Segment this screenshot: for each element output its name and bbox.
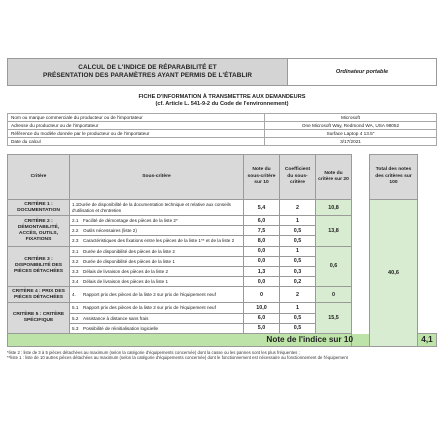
- info-row: [8, 122, 437, 130]
- subcriterion-label: [70, 323, 244, 333]
- total-score: 40,6: [370, 200, 418, 347]
- info-row: [8, 130, 437, 138]
- sheet-title-line-2: (cf. Article L. 541-9-2 du Code de l'environnement): [155, 101, 289, 107]
- subcriterion-index: 3.3: [72, 269, 79, 275]
- criterion-name: CRITÈRE 2 : DÉMONTABILITÉ, ACCÈS, OUTILS, FIXATIONS: [8, 216, 70, 247]
- subcriterion-coef: 0,5: [280, 226, 316, 236]
- col-score20: Note du critère sur 20: [316, 155, 352, 200]
- footnote: *liste 2 : liste de 3 à 5 pièces détachées au maximum (selon la catégorie d'équipements concernée) dont la casse ou les pannes sont les plus fréquentes ;: [7, 349, 300, 355]
- subcriterion-index: 2.2: [72, 228, 79, 234]
- subcriterion-coef: 0,5: [280, 313, 316, 323]
- subcriterion-text: Facilité de démontage des pièces de la liste 2*: [83, 218, 178, 224]
- subcriterion-label: [70, 200, 244, 216]
- col-criteria: Critère: [8, 155, 70, 200]
- spacer-cell: [352, 200, 370, 347]
- info-value: Microsoft: [265, 114, 437, 122]
- subcriterion-score: 6,0: [244, 313, 280, 323]
- criterion-name: CRITÈRE 3 : DISPONIBILITÉ DES PIÈCES DÉTACHÉES: [8, 246, 70, 287]
- criterion-score: 10,8: [316, 200, 352, 216]
- criterion-score: 0: [316, 287, 352, 303]
- subcriterion-coef: 0,2: [280, 277, 316, 287]
- subcriterion-coef: 0,5: [280, 236, 316, 246]
- subcriterion-index: 3.4: [72, 279, 79, 285]
- subcriterion-score: 5,4: [244, 200, 280, 216]
- info-value: One Microsoft Way, Redmond WA, USA 98052: [265, 122, 437, 130]
- criterion-score: 0,6: [316, 246, 352, 287]
- subcriterion-score: 0: [244, 287, 280, 303]
- subcriterion-index: 3.2: [72, 258, 79, 264]
- final-index-label: Note de l'indice sur 10: [8, 333, 370, 346]
- subcriterion-coef: 1: [280, 303, 316, 313]
- subcriterion-index: 5.2: [72, 315, 79, 321]
- subcriterion-text: Caractéristiques des fixations entre les pièces de la liste 1** et de la liste 2: [83, 238, 235, 244]
- subcriterion-index: 2.3: [72, 238, 79, 244]
- subcriterion-label: [70, 226, 244, 236]
- col-coef: Coefficient du sous-critère: [280, 155, 316, 200]
- sheet-title: [7, 94, 437, 108]
- score-table-header: [8, 155, 437, 200]
- subcriterion-label: [70, 303, 244, 313]
- footnotes: [7, 350, 437, 361]
- subcriterion-text: Outils nécessaires (liste 2): [83, 228, 137, 234]
- subcriterion-index: 3.1: [72, 248, 79, 254]
- subcriterion-score: 6,0: [244, 216, 280, 226]
- subcriterion-coef: 2: [280, 287, 316, 303]
- criterion-score: 13,8: [316, 216, 352, 247]
- col-total: Total des notes des critères sur 100: [370, 155, 418, 200]
- info-key: Date du calcul: [8, 138, 265, 146]
- document-title: [8, 59, 287, 85]
- subcriterion-score: 10,0: [244, 303, 280, 313]
- subcriterion-score: 0,0: [244, 246, 280, 256]
- subcriterion-label: [70, 277, 244, 287]
- subcriterion-score: 7,5: [244, 226, 280, 236]
- subcriterion-index: 1.1: [72, 202, 79, 208]
- subcriterion-label: [70, 287, 244, 303]
- subcriterion-score: 1,3: [244, 266, 280, 276]
- info-value: 3/17/2021: [265, 138, 437, 146]
- table-row: [8, 200, 437, 216]
- subcriterion-text: Rapport prix des pièces de la liste 2 sur prix de l'équipement neuf: [83, 292, 216, 298]
- subcriterion-score: 0,0: [244, 256, 280, 266]
- subcriterion-coef: 0,5: [280, 323, 316, 333]
- subcriterion-label: [70, 246, 244, 256]
- info-key: Référence du modèle donnée par le producteur ou de l'importateur: [8, 130, 265, 138]
- subcriterion-label: [70, 256, 244, 266]
- criterion-name: CRITÈRE 4 : PRIX DES PIÈCES DÉTACHÉES: [8, 287, 70, 303]
- info-key: Adresse du producteur ou de l'importateur: [8, 122, 265, 130]
- subcriterion-text: Durée de disponibilité des pièces de la liste 1: [83, 258, 175, 264]
- criterion-name: CRITÈRE 1 : DOCUMENTATION: [8, 200, 70, 216]
- producer-info-table: [7, 113, 437, 146]
- subcriterion-coef: 0,5: [280, 256, 316, 266]
- product-type: Ordinateur portable: [287, 59, 436, 85]
- criterion-name: CRITÈRE 5 : CRITÈRE SPÉCIFIQUE: [8, 303, 70, 334]
- subcriterion-index: 5.1: [72, 305, 79, 311]
- subcriterion-index: 4.: [72, 292, 76, 298]
- subcriterion-score: 8,0: [244, 236, 280, 246]
- sheet-title-line-1: FICHE D'INFORMATION À TRANSMETTRE AUX DEMANDEURS: [138, 94, 306, 100]
- subcriterion-index: 2.1: [72, 218, 79, 224]
- score-table: [7, 154, 437, 347]
- final-index-value: 4,1: [418, 333, 437, 346]
- subcriterion-text: Possibilité de réinitialisation logicielle: [83, 325, 159, 331]
- document-header: [7, 58, 437, 86]
- subcriterion-coef: 1: [280, 246, 316, 256]
- title-line-1: CALCUL DE L'INDICE DE RÉPARABILITÉ ET: [78, 64, 217, 71]
- subcriterion-index: 5.3: [72, 325, 79, 331]
- col-subcriteria: Sous-critère: [70, 155, 244, 200]
- subcriterion-text: Durée de disponibilité de la documentation technique et relative aux conseils d'utilisation et d'entretien: [72, 202, 231, 213]
- col-spacer: [352, 155, 370, 200]
- subcriterion-label: [70, 216, 244, 226]
- subcriterion-text: Assistance à distance sans frais: [83, 315, 149, 321]
- subcriterion-coef: 1: [280, 216, 316, 226]
- title-line-2: PRÉSENTATION DES PARAMÈTRES AYANT PERMIS DE L'ÉTABLIR: [42, 71, 253, 79]
- subcriterion-text: Délais de livraison des pièces de la liste 1: [83, 279, 169, 285]
- col-score10: Note du sous-critère sur 10: [244, 155, 280, 200]
- info-key: Nom ou marque commerciale du producteur ou de l'importateur: [8, 114, 265, 122]
- criterion-score: 15,5: [316, 303, 352, 334]
- subcriterion-label: [70, 313, 244, 323]
- footnote: **liste 1 : liste de 10 autres pièces détachées au maximum (selon la catégorie d'équipements concernée) dont le fonctionnement est nécessaire au fonctionnement de l'équipement: [7, 355, 348, 361]
- subcriterion-label: [70, 236, 244, 246]
- subcriterion-label: [70, 266, 244, 276]
- subcriterion-score: 5,0: [244, 323, 280, 333]
- subcriterion-coef: 2: [280, 200, 316, 216]
- repairability-sheet: [7, 58, 437, 361]
- subcriterion-coef: 0,3: [280, 266, 316, 276]
- info-value: Surface Laptop 4 13.5": [265, 130, 437, 138]
- subcriterion-text: Délais de livraison des pièces de la liste 2: [83, 269, 169, 275]
- subcriterion-score: 0,0: [244, 277, 280, 287]
- subcriterion-text: Rapport prix des pièces de la liste 2 sur prix de l'équipement neuf: [83, 305, 216, 311]
- subcriterion-text: Durée de disponibilité des pièces de la liste 2: [83, 248, 175, 254]
- info-row: [8, 114, 437, 122]
- info-row: [8, 138, 437, 146]
